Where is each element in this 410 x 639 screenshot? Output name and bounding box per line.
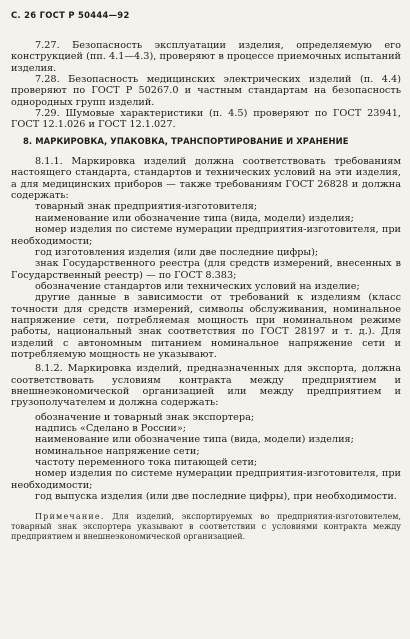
list-item: обозначение и товарный знак экспортера; (35, 411, 255, 423)
paragraph-8-1-2: 8.1.2. Маркировка изделий, предназначенных для экспорта, должна соответствовать условиям контракта между предприятием и внешнеэкономической организацией или между предприятием и грузополучателем и должна содержать: (11, 363, 401, 409)
paragraph-8-1-1: 8.1.1. Маркировка изделий должна соответствовать требованиям настоящего стандарта, стандартов и технических условий на эти изделия, а для медицинских приборов — также требованиям ГОСТ 26828 и должна содержать: (11, 156, 401, 202)
list-item: другие данные в зависимости от требований к изделиям (класс точности для средств измерений, символы обслуживания, номинальное напряжение сети, потребляемая мощность при номинальном режиме работы, национальный знак соответствия по ГОСТ 28197 и т. д.). Для изделий с автономным питанием номинальное напряжение сети и потребляемую мощность не указывают. (11, 292, 401, 360)
note (11, 512, 401, 542)
list-item: знак Государственного реестра (для средств измерений, внесенных в Государственный реестр) — по ГОСТ 8.383; (11, 258, 401, 281)
list-item: номинальное напряжение сети; (35, 445, 200, 457)
list-item: год изготовления изделия (или две последние цифры); (35, 246, 319, 258)
list-item: год выпуска изделия (или две последние цифры), при необходимости. (35, 491, 397, 503)
section-title: 8. МАРКИРОВКА, УПАКОВКА, ТРАНСПОРТИРОВАНИЕ И ХРАНЕНИЕ (23, 135, 349, 146)
list-item: товарный знак предприятия-изготовителя; (35, 201, 258, 213)
note-label: Примечание. (35, 512, 105, 522)
paragraph-7-29: 7.29. Шумовые характеристики (п. 4.5) проверяют по ГОСТ 23941, ГОСТ 12.1.026 и ГОСТ 12.1.027. (11, 108, 401, 131)
list-item: обозначение стандартов или технических условий на изделие; (35, 280, 360, 292)
list-item: надпись «Сделано в России»; (35, 423, 187, 434)
list-item: наименование или обозначение типа (вида, модели) изделия; (35, 434, 354, 446)
note-text: Для изделий, экспортируемых во предприятия-изготовителем, товарный знак экспортера указывают в соответствии с условиями контракта между предприятием и внешнеэкономической организацией. (11, 512, 401, 542)
paragraph-7-27: 7.27. Безопасность эксплуатации изделия, определяемую его конструкцией (пп. 4.1—4.3), проверяют в процессе приемочных испытаний изделия. (11, 40, 401, 74)
list-item: номер изделия по системе нумерации предприятия-изготовителя, при необходимости; (11, 468, 401, 491)
document-body (11, 40, 401, 542)
page-header: С. 26 ГОСТ Р 50444—92 (11, 10, 130, 20)
paragraph-7-28: 7.28. Безопасность медицинских электрических изделий (п. 4.4) проверяют по ГОСТ Р 50267.0 и частным стандартам на безопасность однородных групп изделий. (11, 74, 401, 108)
list-item: частоту переменного тока питающей сети; (35, 457, 258, 469)
list-item: номер изделия по системе нумерации предприятия-изготовителя, при необходимости; (11, 224, 401, 247)
list-item: наименование или обозначение типа (вида, модели) изделия; (35, 212, 354, 224)
